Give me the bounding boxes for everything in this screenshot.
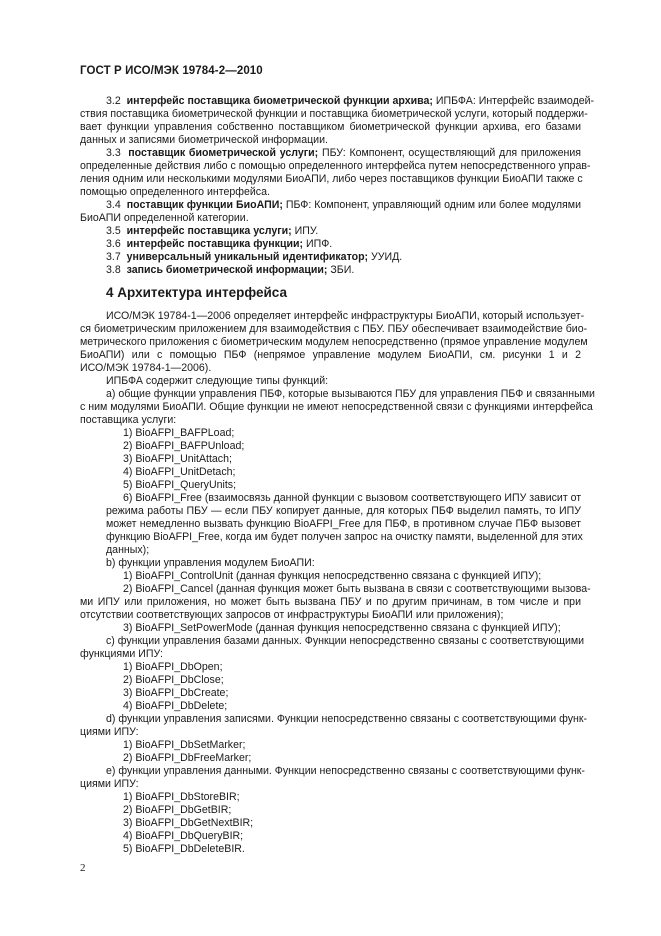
definition-text: ИПУ. (291, 225, 319, 237)
function-item: 2) BioAFPI_DbClose; (123, 674, 224, 686)
definition-number: 3.6 (106, 238, 121, 250)
definition-3-2-line-3: вает функции управления собственно поставщиком биометрической функции архива, его базами (80, 121, 581, 133)
function-item: 1) BioAFPI_BAFPLoad; (123, 427, 235, 439)
definition-number: 3.5 (106, 225, 121, 237)
definition-text: ЗБИ. (327, 264, 355, 276)
function-item-cont: ми ИПУ или приложения, но может быть вызвана ПБУ и по другим причинам, в том числе и при (80, 596, 581, 608)
definition-text: ИПФ. (303, 238, 333, 250)
definition-text: ИПБФА: Интерфейс взаимодей- (432, 95, 595, 107)
function-item: 2) BioAFPI_BAFPUnload; (123, 440, 245, 452)
definition-number: 3.8 (106, 264, 121, 276)
definition-term: интерфейс поставщика услуги; (126, 225, 292, 237)
definition-number: 3.2 (106, 95, 121, 107)
list-item-e: e) функции управления данными. Функции непосредственно связаны с соответствующими функ- (106, 765, 585, 777)
definition-term: запись биометрической информации; (126, 264, 328, 276)
function-item-cont: данных); (106, 544, 150, 556)
list-item-a-cont: поставщика услуги: (80, 414, 177, 426)
function-item: 3) BioAFPI_DbCreate; (123, 687, 229, 699)
document-header: ГОСТ Р ИСО/МЭК 19784-2—2010 (80, 65, 263, 77)
function-item: 5) BioAFPI_DbDeleteBIR. (123, 843, 245, 855)
list-item-c-cont: функциями ИПУ: (80, 648, 163, 660)
definition-3-6 (106, 238, 581, 251)
definition-text: ПБУ: Компонент, осуществляющий для приложения (318, 147, 581, 159)
function-item-cont: может немедленно вызвать функцию BioAFPI_Free для ПБФ, в противном случае ПБФ вызовет (106, 518, 581, 530)
function-item: 2) BioAFPI_DbGetBIR; (123, 804, 232, 816)
function-item: 1) BioAFPI_DbSetMarker; (123, 739, 246, 751)
definition-3-8 (106, 264, 581, 277)
function-item: 4) BioAFPI_DbQueryBIR; (123, 830, 244, 842)
definition-3-3-line-3: ления одним или несколькими модулями БиоАПИ, либо через поставщиков функции БиоАПИ также с (80, 173, 583, 185)
definition-term: интерфейс поставщика биометрической функции архива; (126, 95, 433, 107)
section-heading: 4 Архитектура интерфейса (106, 285, 287, 300)
function-item: 4) BioAFPI_DbDelete; (123, 700, 228, 712)
paragraph-line: ИСО/МЭК 19784-1—2006). (80, 362, 212, 374)
paragraph-line: ИСО/МЭК 19784-1—2006 определяет интерфейс инфраструктуры БиоАПИ, который использует- (106, 310, 585, 322)
function-item-cont: функцию BioAFPI_Free, когда им будет получен запрос на очистку памяти, выделенной для этих (106, 531, 583, 543)
paragraph-line: БиоАПИ) или с помощью ПБФ (непрямое управление модулем БиоАПИ, см. рисунки 1 и 2 (80, 349, 581, 361)
list-item-e-cont: циями ИПУ: (80, 778, 139, 790)
definition-term: интерфейс поставщика функции; (126, 238, 304, 250)
definition-3-3-line-1 (106, 147, 581, 160)
function-item: 1) BioAFPI_DbStoreBIR; (123, 791, 240, 803)
page-number: 2 (80, 862, 86, 874)
definition-term: поставщик функции БиоАПИ; (126, 199, 283, 211)
definition-3-3-line-4: помощью определенного интерфейса. (80, 186, 270, 198)
function-item: 1) BioAFPI_DbOpen; (123, 661, 223, 673)
function-item: 3) BioAFPI_UnitAttach; (123, 453, 232, 465)
list-item-a-cont: с ним модулями БиоАПИ. Общие функции не имеют непосредственной связи с функциями интерфейса (80, 401, 593, 413)
definition-number: 3.7 (106, 251, 121, 263)
definition-3-5 (106, 225, 581, 238)
list-item-d-cont: циями ИПУ: (80, 726, 139, 738)
definition-3-4-line-1 (106, 199, 581, 212)
function-item: 3) BioAFPI_DbGetNextBIR; (123, 817, 254, 829)
definition-3-2-line-1 (106, 95, 595, 108)
definition-number: 3.3 (106, 147, 121, 159)
list-item-b: b) функции управления модулем БиоАПИ: (106, 557, 315, 569)
definition-number: 3.4 (106, 199, 121, 211)
function-item-cont: отсутствии соответствующих запросов от инфраструктуры БиоАПИ или приложения); (80, 609, 504, 621)
list-item-a: a) общие функции управления ПБФ, которые вызываются ПБУ для управления ПБФ и связанными (106, 388, 595, 400)
list-item-c: c) функции управления базами данных. Функции непосредственно связаны с соответствующими (106, 635, 585, 647)
function-item: 2) BioAFPI_Cancel (данная функция может быть вызвана в связи с соответствующими вызова- (123, 583, 591, 595)
function-item: 1) BioAFPI_ControlUnit (данная функция непосредственно связана с функцией ИПУ); (123, 570, 542, 582)
function-item: 3) BioAFPI_SetPowerMode (данная функция непосредственно связана с функцией ИПУ); (123, 622, 561, 634)
function-item: 5) BioAFPI_QueryUnits; (123, 479, 237, 491)
definition-text: ПБФ: Компонент, управляющий одним или более модулями (282, 199, 581, 211)
function-item: 2) BioAFPI_DbFreeMarker; (123, 752, 252, 764)
definition-3-4-line-2: БиоАПИ определенной категории. (80, 212, 249, 224)
definition-3-2-line-4: данных и записями биометрической информации. (80, 134, 328, 146)
definition-text: УУИД. (368, 251, 403, 263)
list-item-d: d) функции управления записями. Функции непосредственно связаны с соответствующими функ- (106, 713, 588, 725)
function-item-cont: режима работы ПБУ — если ПБУ копирует данные, для которых ПБФ выделил память, то ИПУ (106, 505, 581, 517)
definition-3-7 (106, 251, 581, 264)
function-item: 4) BioAFPI_UnitDetach; (123, 466, 236, 478)
definition-3-2-line-2: ствия поставщика биометрической функции и поставщика биометрической услуги, который поддержи- (80, 108, 588, 120)
paragraph-line: ИПБФА содержит следующие типы функций: (106, 375, 329, 387)
definition-3-3-line-2: определенные действия либо с помощью определенного интерфейса путем непосредственного управ- (80, 160, 591, 172)
definition-term: поставщик биометрической услуги; (128, 147, 319, 159)
paragraph-line: метрического приложения с биометрическим модулем непосредственно (прямое управление модулем (80, 336, 588, 348)
paragraph-line: ся биометрическим приложением для взаимодействия с ПБУ. ПБУ обеспечивает взаимодействие био- (80, 323, 588, 335)
definition-term: универсальный уникальный идентификатор; (126, 251, 369, 263)
function-item: 6) BioAFPI_Free (взаимосвязь данной функции с вызовом соответствующего ИПУ зависит от (123, 492, 582, 504)
